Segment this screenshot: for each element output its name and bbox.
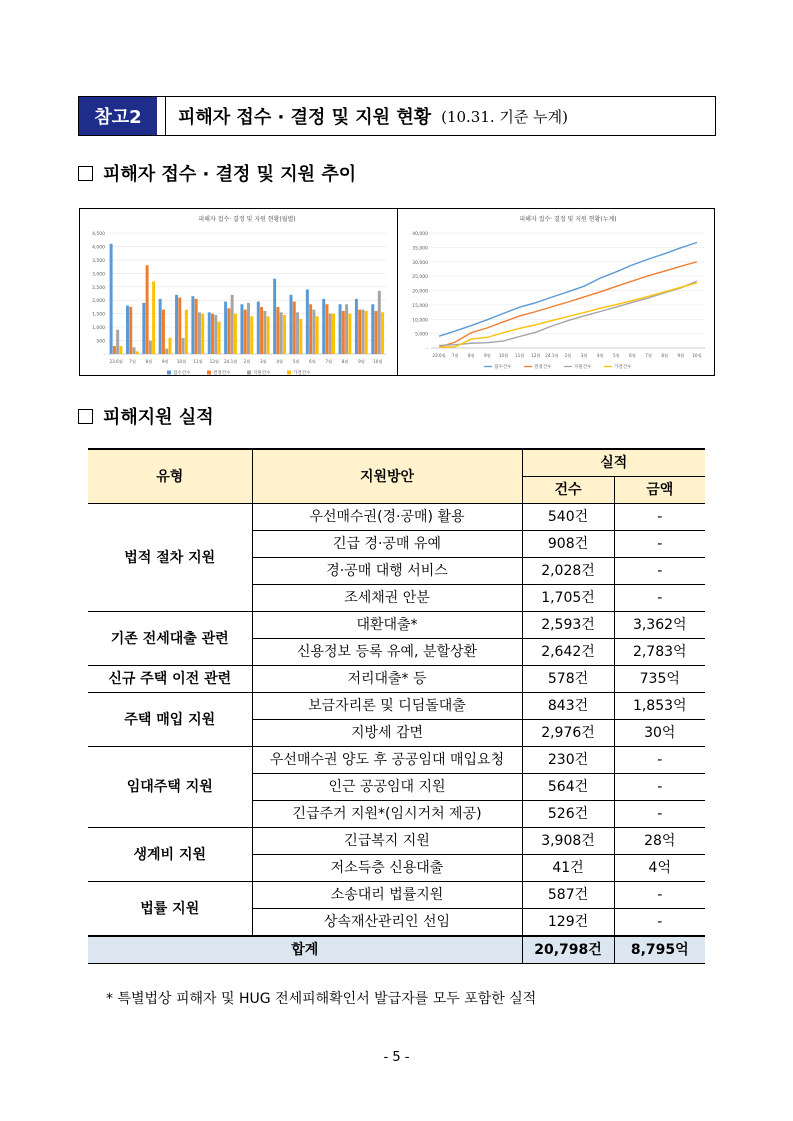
- count-cell: 129건: [522, 909, 614, 937]
- count-cell: 2,642건: [522, 639, 614, 666]
- method-cell: 조세채권 안분: [252, 585, 522, 612]
- bar: [175, 295, 178, 354]
- bar: [119, 346, 122, 354]
- x-tick-label: 3월: [580, 353, 588, 358]
- bar: [136, 351, 139, 354]
- x-tick-label: 9월: [677, 353, 685, 358]
- y-tick-label: 3,500: [92, 258, 105, 264]
- x-tick-label: 8월: [145, 359, 153, 364]
- bar: [182, 338, 185, 354]
- y-tick-label: 1,000: [92, 326, 105, 332]
- bar: [244, 310, 247, 354]
- legend-label: 결정건수: [213, 371, 231, 375]
- method-cell: 경·공매 대행 서비스: [252, 558, 522, 585]
- checkbox-square-icon: [78, 166, 93, 181]
- bar: [133, 347, 136, 354]
- bar: [263, 311, 266, 354]
- count-cell: 2,593건: [522, 612, 614, 639]
- method-cell: 대환대출*: [252, 612, 522, 639]
- bar: [201, 314, 204, 354]
- table-row: [88, 828, 705, 855]
- checkbox-square-icon: [78, 409, 93, 424]
- bar: [348, 314, 351, 354]
- category-cell: 생계비 지원: [88, 828, 252, 882]
- category-cell: 신규 주택 이전 관련: [88, 666, 252, 693]
- x-tick-label: 9월: [484, 353, 491, 358]
- x-tick-label: 12월: [531, 353, 541, 358]
- bar: [312, 310, 315, 354]
- method-cell: 저소득층 신용대출: [252, 855, 522, 882]
- count-cell: 41건: [522, 855, 614, 882]
- x-tick-label: 10월: [692, 353, 702, 358]
- page-number: - 5 -: [383, 1050, 410, 1065]
- table-row: [88, 504, 705, 531]
- amount-cell: 1,853억: [614, 693, 705, 720]
- amount-cell: -: [614, 801, 705, 828]
- category-cell: 법률 지원: [88, 882, 252, 937]
- y-tick-label: 2,000: [92, 299, 105, 305]
- bar: [267, 316, 270, 354]
- legend-label: 가결건수: [614, 365, 632, 370]
- count-cell: 526건: [522, 801, 614, 828]
- bar: [260, 307, 263, 354]
- bar: [110, 244, 113, 354]
- method-cell: 우선매수권 양도 후 공공임대 매입요청: [252, 747, 522, 774]
- amount-cell: 4억: [614, 855, 705, 882]
- y-tick-label: 500: [96, 339, 105, 345]
- amount-cell: -: [614, 558, 705, 585]
- count-cell: 3,908건: [522, 828, 614, 855]
- x-tick-label: 11월: [193, 359, 203, 364]
- y-tick-label: 30,000: [412, 260, 428, 266]
- bar: [299, 319, 302, 354]
- y-tick-label: 1,500: [92, 312, 105, 318]
- bar: [247, 303, 250, 354]
- legend-swatch: [207, 371, 211, 375]
- section-heading-trend: [78, 160, 356, 186]
- method-cell: 긴급 경·공매 유예: [252, 531, 522, 558]
- bar: [316, 316, 319, 354]
- bar: [227, 308, 230, 354]
- x-tick-label: 9월: [161, 359, 169, 364]
- legend-label: 지원건수: [574, 365, 592, 370]
- count-cell: 564건: [522, 774, 614, 801]
- bar: [195, 299, 198, 354]
- amount-cell: -: [614, 531, 705, 558]
- x-tick-label: 6월: [309, 359, 316, 364]
- bar: [342, 311, 345, 354]
- bar: [185, 310, 188, 354]
- header-amount: 금액: [614, 477, 705, 504]
- bar: [345, 304, 348, 354]
- bar: [290, 295, 293, 354]
- x-tick-label: 3월: [259, 359, 267, 364]
- x-tick-label: 7월: [645, 353, 652, 358]
- chart-title: 피해자 접수· 결정 및 지원 현황(월별): [198, 216, 296, 223]
- count-cell: 578건: [522, 666, 614, 693]
- bar: [208, 312, 211, 354]
- header-box: [78, 96, 716, 136]
- bar: [211, 314, 214, 354]
- bar: [231, 295, 234, 354]
- chart-divider: [397, 209, 398, 375]
- amount-cell: 735억: [614, 666, 705, 693]
- count-cell: 843건: [522, 693, 614, 720]
- method-cell: 긴급주거 지원*(임시거처 제공): [252, 801, 522, 828]
- count-cell: 230건: [522, 747, 614, 774]
- method-cell: 상속재산관리인 선임: [252, 909, 522, 937]
- header-tag: 참고2: [79, 97, 157, 135]
- cumulative-line-chart: [399, 209, 715, 375]
- amount-cell: -: [614, 882, 705, 909]
- bar: [371, 304, 374, 354]
- x-tick-label: 6월: [629, 353, 636, 358]
- bar: [283, 315, 286, 354]
- x-tick-label: 5월: [612, 353, 620, 358]
- bar: [178, 298, 181, 354]
- y-tick-label: 40,000: [412, 232, 428, 237]
- section-title: 피해자 접수 · 결정 및 지원 추이: [103, 164, 357, 185]
- y-tick-label: 15,000: [412, 303, 428, 309]
- bar: [332, 314, 335, 354]
- bar: [250, 316, 253, 354]
- bar: [146, 265, 149, 354]
- count-cell: 540건: [522, 504, 614, 531]
- bar: [381, 312, 384, 354]
- table-row: [88, 882, 705, 909]
- legend-label: 접수건수: [494, 365, 512, 370]
- count-cell: 908건: [522, 531, 614, 558]
- method-cell: 긴급복지 지원: [252, 828, 522, 855]
- x-tick-label: 23.6월: [432, 353, 446, 358]
- bar: [165, 349, 168, 354]
- bar: [273, 279, 276, 354]
- legend-swatch: [247, 371, 251, 375]
- section-title: 피해지원 실적: [103, 407, 214, 428]
- total-amount: 8,795억: [614, 936, 705, 964]
- bar: [339, 304, 342, 354]
- bar: [293, 302, 296, 354]
- bar: [329, 314, 332, 354]
- header-title-box: [165, 96, 716, 136]
- x-tick-label: 10월: [176, 359, 187, 364]
- header-result: 실적: [522, 449, 705, 477]
- bar: [234, 314, 237, 354]
- legend-label: 가결건수: [293, 371, 311, 375]
- method-cell: 보금자리론 및 디딤돌대출: [252, 693, 522, 720]
- bar: [191, 296, 194, 354]
- legend-label: 지원건수: [253, 371, 271, 375]
- y-tick-label: -: [426, 347, 428, 352]
- bar: [257, 302, 260, 354]
- bar: [126, 306, 129, 354]
- x-tick-label: 2월: [243, 359, 251, 364]
- amount-cell: -: [614, 747, 705, 774]
- bar: [214, 315, 217, 354]
- y-tick-label: 4,500: [92, 232, 105, 237]
- y-tick-label: 4,000: [92, 245, 105, 251]
- category-cell: 법적 절차 지원: [88, 504, 252, 612]
- bar: [162, 310, 165, 354]
- bar: [322, 299, 325, 354]
- series-line: [439, 242, 697, 336]
- bar: [358, 310, 361, 354]
- category-cell: 임대주택 지원: [88, 747, 252, 828]
- y-tick-label: 20,000: [412, 289, 428, 295]
- x-tick-label: 5월: [292, 359, 300, 364]
- bar: [142, 303, 145, 354]
- y-tick-label: 10,000: [412, 318, 428, 324]
- y-tick-label: 25,000: [412, 275, 428, 281]
- x-tick-label: 9월: [358, 359, 365, 364]
- bar: [149, 341, 152, 354]
- header-title: 피해자 접수 · 결정 및 지원 현황: [178, 107, 432, 128]
- method-cell: 신용정보 등록 유예, 분할상환: [252, 639, 522, 666]
- total-label: 합계: [88, 936, 522, 964]
- method-cell: 지방세 감면: [252, 720, 522, 747]
- series-line: [439, 262, 697, 347]
- category-cell: 기존 전세대출 관련: [88, 612, 252, 666]
- method-cell: 인근 공공임대 지원: [252, 774, 522, 801]
- y-tick-label: 35,000: [412, 246, 428, 252]
- chart-title: 피해자 접수· 결정 및 지원 현황(누계): [519, 216, 617, 223]
- x-tick-label: 24.1월: [545, 353, 559, 358]
- table-header-row: [88, 449, 705, 477]
- x-tick-label: 7월: [451, 353, 459, 358]
- x-tick-label: 12월: [209, 359, 219, 364]
- method-cell: 저리대출* 등: [252, 666, 522, 693]
- bar: [361, 310, 364, 354]
- x-tick-label: 4월: [276, 359, 284, 364]
- x-tick-label: 23.6월: [109, 359, 123, 364]
- amount-cell: -: [614, 504, 705, 531]
- total-row: [88, 936, 705, 964]
- bar: [240, 304, 243, 354]
- amount-cell: 30억: [614, 720, 705, 747]
- bar: [365, 311, 368, 354]
- bar: [169, 338, 172, 354]
- header-count: 건수: [522, 477, 614, 504]
- header-type: 유형: [88, 449, 252, 504]
- amount-cell: 28억: [614, 828, 705, 855]
- bar: [355, 299, 358, 354]
- amount-cell: -: [614, 774, 705, 801]
- count-cell: 2,028건: [522, 558, 614, 585]
- x-tick-label: 11월: [514, 353, 525, 358]
- count-cell: 1,705건: [522, 585, 614, 612]
- table-row: [88, 612, 705, 639]
- bar: [116, 330, 119, 354]
- amount-cell: 3,362억: [614, 612, 705, 639]
- y-tick-label: 3,000: [92, 272, 105, 278]
- x-tick-label: 10월: [373, 359, 383, 364]
- x-tick-label: 7월: [325, 359, 333, 364]
- table-row: [88, 747, 705, 774]
- count-cell: 587건: [522, 882, 614, 909]
- x-tick-label: 10월: [498, 353, 509, 358]
- header-method: 지원방안: [252, 449, 522, 504]
- bar: [152, 281, 155, 354]
- bar: [218, 322, 221, 354]
- x-tick-label: 2월: [564, 353, 572, 358]
- category-cell: 주택 매입 지원: [88, 693, 252, 747]
- amount-cell: -: [614, 909, 705, 937]
- bar: [378, 291, 381, 354]
- y-tick-label: 2,500: [92, 285, 105, 291]
- method-cell: 우선매수권(경·공매) 활용: [252, 504, 522, 531]
- monthly-bar-chart: [80, 209, 396, 375]
- x-tick-label: 4월: [596, 353, 604, 358]
- amount-cell: 2,783억: [614, 639, 705, 666]
- bar: [375, 311, 378, 354]
- legend-swatch: [167, 371, 171, 375]
- table-row: [88, 693, 705, 720]
- bar: [224, 302, 227, 354]
- bar: [129, 307, 132, 354]
- method-cell: 소송대리 법률지원: [252, 882, 522, 909]
- legend-label: 결정건수: [534, 365, 552, 370]
- y-tick-label: 5,000: [415, 332, 428, 338]
- bar: [296, 312, 299, 354]
- amount-cell: -: [614, 585, 705, 612]
- header-note: (10.31. 기준 누계): [441, 107, 569, 126]
- charts-frame: [79, 208, 715, 376]
- x-tick-label: 7월: [129, 359, 136, 364]
- x-tick-label: 8월: [467, 353, 475, 358]
- total-count: 20,798건: [522, 936, 614, 964]
- bar: [306, 289, 309, 354]
- x-tick-label: 8월: [661, 353, 669, 358]
- bar: [325, 304, 328, 354]
- bar: [309, 304, 312, 354]
- table-row: [88, 666, 705, 693]
- bar: [198, 312, 201, 354]
- legend-swatch: [287, 371, 291, 375]
- section-heading-results: [78, 403, 214, 429]
- bar: [280, 312, 283, 354]
- x-tick-label: 8월: [341, 359, 349, 364]
- bar: [159, 299, 162, 354]
- y-tick-label: -: [103, 353, 105, 358]
- count-cell: 2,976건: [522, 720, 614, 747]
- support-results-table: [88, 448, 705, 964]
- legend-label: 접수건수: [173, 371, 191, 375]
- bar: [276, 307, 279, 354]
- x-tick-label: 24.1월: [223, 359, 238, 364]
- bar: [113, 346, 116, 354]
- footnote: * 특별법상 피해자 및 HUG 전세피해확인서 발급자를 모두 포함한 실적: [106, 991, 537, 1007]
